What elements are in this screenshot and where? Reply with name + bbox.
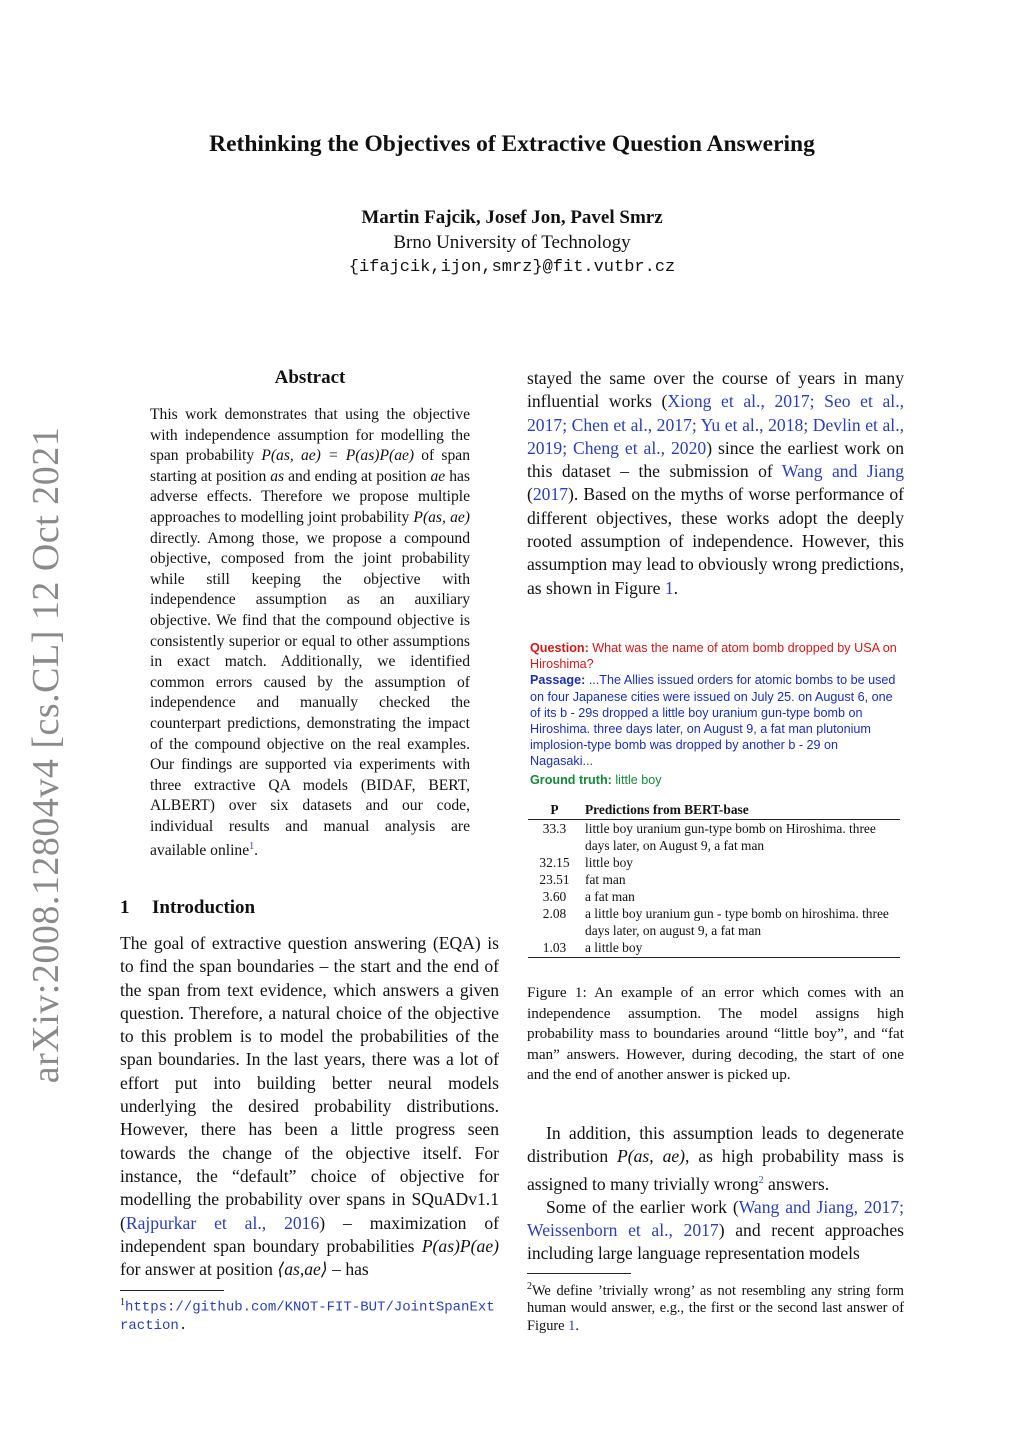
table-header-p: P xyxy=(528,800,581,820)
table-row xyxy=(528,905,900,939)
prob-cell: 1.03 xyxy=(528,939,581,958)
affiliation: Brno University of Technology xyxy=(393,232,631,253)
predictions-table xyxy=(528,800,900,958)
figure-ground-truth: Ground truth: little boy xyxy=(530,772,662,787)
citation-link[interactable]: Rajpurkar et al., 2016 xyxy=(125,1212,320,1233)
table-row xyxy=(528,939,900,958)
authors: Martin Fajcik, Josef Jon, Pavel Smrz xyxy=(361,207,663,228)
table-row xyxy=(528,888,900,905)
table-row xyxy=(528,871,900,888)
figure-question: Question: What was the name of atom bomb dropped by USA on Hiroshima? xyxy=(530,641,897,672)
figure-1-example xyxy=(530,640,900,788)
footnote-1: $^1$https://github.com/KNOT-FIT-BUT/JointSpanExtraction. xyxy=(120,1297,495,1334)
figure-1-caption: Figure 1: An example of an error which comes with an independence assumption. The model assigns high probability mass to boundaries around “little boy”, and “fat man” answers. However, during decoding, the start of one and the end of another answer is picked up. xyxy=(527,984,904,1084)
footnote-rule-right xyxy=(527,1273,631,1274)
prediction-cell: a little boy uranium gun - type bomb on hiroshima. three days later, on august 9, a fat man xyxy=(585,906,889,938)
intro-continued-2: In addition, this assumption leads to degenerate distribution P(as, ae), as high probability mass is assigned to many trivially wrong$^2$ answers. Some of the earlier work (Wang and Jiang, 2017; Weissenborn et al., 2017) and recent approaches including large language representation models xyxy=(527,1123,905,1264)
citation-link[interactable]: 2017 xyxy=(532,484,569,505)
math-inline: P(as, ae) = P(as)P(ae) xyxy=(261,447,415,465)
prediction-cell: a little boy xyxy=(581,939,900,958)
citation-link[interactable]: Xiong et al., 2017; Seo et al., 2017; Chen et al., 2017; Yu et al., 2018; Devlin et al., 2019; Cheng et al., 2020 xyxy=(527,391,904,458)
figure-passage: Passage: ...The Allies issued orders for atomic bombs to be used on four Japanese cities were issued on July 25. on August 6, one of its b - 29s dropped a little boy uranium gun-type bomb on Hiroshima. three days later, on August 9, a fat man plutonium implosion-type bomb was dropped by another b - 29 on Nagasaki... xyxy=(530,673,896,769)
table-header-predictions: Predictions from BERT-base xyxy=(581,800,900,820)
footnote-ref-2[interactable]: 2 xyxy=(758,1174,764,1186)
email: {ifajcik,ijon,smrz}@fit.vutbr.cz xyxy=(348,258,676,277)
math-inline: ⟨as,ae⟩ xyxy=(277,1259,328,1280)
math-inline: P(as, ae) xyxy=(413,508,470,526)
arxiv-stamp: arXiv:2008.12804v4 [cs.CL] 12 Oct 2021 xyxy=(25,426,67,1084)
math-inline: P(as, ae) xyxy=(617,1146,686,1167)
citation-link[interactable]: Wang and Jiang xyxy=(781,461,905,482)
math-inline: P(as)P(ae) xyxy=(421,1235,499,1256)
citation-link[interactable]: Wang and Jiang, 2017; Weissenborn et al., 2017 xyxy=(527,1196,905,1241)
abstract-heading: Abstract xyxy=(274,367,346,388)
table-row xyxy=(528,820,900,855)
prediction-cell: little boy uranium gun-type bomb on Hiroshima. three days later, on August 9, a fat man xyxy=(585,821,876,853)
paper-title: Rethinking the Objectives of Extractive Question Answering xyxy=(209,131,815,157)
footnote-ref-1[interactable]: 1 xyxy=(249,841,255,853)
prob-cell: 32.15 xyxy=(539,855,570,870)
section-heading-introduction: 1 Introduction xyxy=(120,897,256,918)
table-header-row xyxy=(528,800,900,820)
footnote-2: $^2$We define ’trivially wrong’ as not resembling any string form human would answer, e.g., the first or the second last answer of Figure 1. xyxy=(527,1281,904,1334)
math-inline: ae xyxy=(430,467,446,485)
intro-continued: stayed the same over the course of years in many influential works (Xiong et al., 2017; Seo et al., 2017; Chen et al., 2017; Yu et al., 2018; Devlin et al., 2019; Cheng et al., 2020) since the earliest work on this dataset – the submission of Wang and Jiang (2017). Based on the myths of worse performance of different objectives, these works adopt the deeply rooted assumption of independence. However, this assumption may lead to obviously wrong predictions, as shown in Figure 1. xyxy=(527,368,905,598)
prediction-cell: fat man xyxy=(585,872,626,887)
math-inline: as xyxy=(270,467,285,485)
prob-cell: 23.51 xyxy=(539,872,570,887)
abstract-body: This work demonstrates that using the objective with independence assumption for modelling the span probability P(as, ae) = P(as)P(ae) of span starting at position as and ending at position ae has adverse effects. Therefore we propose multiple approaches to modelling joint probability P(as, ae) directly. Among those, we propose a compound objective, composed from the joint probability while still keeping the objective with independence assumption as an auxiliary objective. We find that the compound objective is consistently superior or equal to other assumptions in exact match. Additionally, we identified common errors caused by the assumption of independence and manually checked the counterpart predictions, demonstrating the impact of the compound objective on the real examples. Our findings are supported via experiments with three extractive QA models (BIDAF, BERT, ALBERT) over six datasets and our code, individual results and manual analysis are available online$^1$. xyxy=(150,406,470,860)
introduction-body: The goal of extractive question answering (EQA) is to find the span boundaries – the start and the end of the span from text evidence, which answers a given question. Therefore, a natural choice of the objective to this problem is to model the probabilities of the span boundaries. In the last years, there was a lot of effort put into building better neural models underlying the desired probability distributions. However, there has been a little progress seen towards the change of the objective itself. For instance, the “default” choice of objective for modelling the probability over spans in SQuADv1.1 (Rajpurkar et al., 2016) – maximization of independent span boundary probabilities P(as)P(ae) for answer at position ⟨as,ae⟩ – has xyxy=(120,933,499,1280)
figure-ref-link[interactable]: 1 xyxy=(664,577,674,598)
prob-cell: 2.08 xyxy=(542,906,567,921)
table-row xyxy=(528,854,900,871)
footnote-url-link[interactable]: https://github.com/KNOT-FIT-BUT/JointSpanExtraction xyxy=(120,1299,495,1334)
prob-cell: 3.60 xyxy=(542,889,567,904)
figure-ref-link[interactable]: 1 xyxy=(568,1317,576,1334)
footnote-rule-left xyxy=(120,1290,224,1291)
prediction-cell: a fat man xyxy=(585,889,635,904)
prediction-cell: little boy xyxy=(585,855,633,870)
prob-cell: 33.3 xyxy=(542,821,567,836)
